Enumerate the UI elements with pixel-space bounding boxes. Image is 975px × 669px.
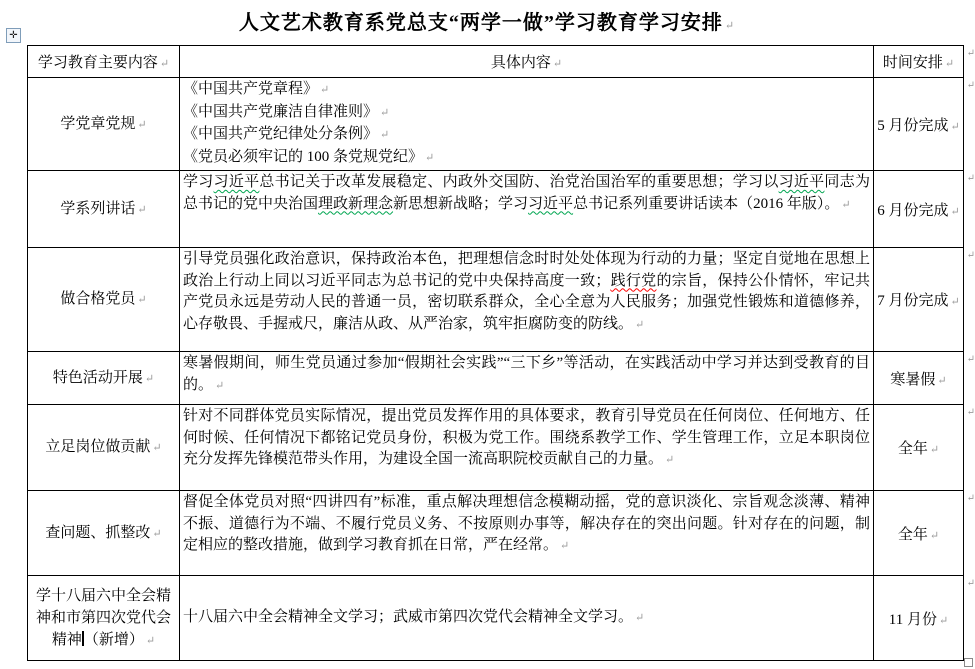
spellcheck-green-underline: 习近平 bbox=[213, 174, 260, 190]
paragraph-mark: ↵ bbox=[215, 379, 225, 392]
table-row bbox=[28, 491, 964, 576]
topic-label: 学十八届六中全会精神和市第四次党代会精神 bbox=[35, 587, 171, 648]
topic-label: 做合格党员 bbox=[60, 291, 136, 307]
time-label: 5 月份完成 bbox=[877, 117, 949, 134]
content-text: 针对不同群体党员实际情况，提出党员发挥作用的具体要求，教育引导党员在任何岗位、任何地方、任何时候、任何情况下都铭记党员身份，积极为党工作。围绕系教学工作、学生管理工作，立足本职岗位充分发挥先锋模范带头作用，为建设全国一流高职院校贡献自己的力量。 bbox=[183, 408, 870, 467]
time-cell[interactable] bbox=[874, 352, 975, 405]
move-cross-icon: ✛ bbox=[9, 29, 18, 41]
column-header-2[interactable] bbox=[874, 46, 975, 78]
paragraph-mark: ↵ bbox=[635, 611, 645, 624]
paragraph-mark: ↵ bbox=[950, 296, 960, 308]
content-paragraph bbox=[183, 79, 870, 102]
paragraph-mark: ↵ bbox=[552, 58, 563, 70]
time-label: 6 月份完成 bbox=[877, 202, 949, 219]
time-cell[interactable] bbox=[874, 491, 975, 576]
topic-cell[interactable] bbox=[28, 352, 180, 405]
content-text: 《党员必须牢记的 100 条党规党纪》 bbox=[183, 148, 424, 165]
paragraph-mark: ↵ bbox=[145, 634, 156, 647]
content-cell[interactable] bbox=[180, 171, 874, 248]
content-text: 督促全体党员对照“四讲四有”标准，重点解决理想信念模糊动摇，党的意识淡化、宗旨观念淡薄、精神不振、道德行为不端、不履行党员义务、不按原则办事等，解决存在的突出问题。针对存在的问题，制定相应的整改措施，做到学习教育抓在日常，严在经常。 bbox=[183, 494, 870, 553]
column-header-label: 学习教育主要内容 bbox=[37, 55, 158, 71]
paragraph-mark: ↵ bbox=[159, 58, 170, 70]
table-row bbox=[28, 248, 964, 352]
time-cell[interactable] bbox=[874, 576, 975, 661]
row-end-mark: ↵ bbox=[966, 493, 975, 504]
paragraph-mark: ↵ bbox=[929, 529, 940, 542]
table-row bbox=[28, 352, 964, 405]
content-cell[interactable] bbox=[180, 78, 874, 171]
column-header-label: 时间安排 bbox=[882, 55, 943, 71]
paragraph-mark: ↵ bbox=[841, 198, 851, 211]
spellcheck-green-underline: 习近平 bbox=[778, 174, 825, 190]
paragraph-mark: ↵ bbox=[950, 120, 960, 133]
content-text: 引导党员强化政治意识，保持政治本色，把理想信念时时处处体现为行动的力量；坚定自觉地在思想上政治上行动上同以习近平同志为总书记的党中央保持高度一致；践行党的宗旨，保持公仆情怀，牢记共产党员永远是劳动人民的普通一员，密切联系群众，全心全意为人民服务；加强党性锻炼和道德修养，心存敬畏、手握戒尺，廉洁从政、从严治家，筑牢拒腐防变的防线。 bbox=[183, 251, 870, 332]
column-header-1[interactable] bbox=[180, 46, 874, 78]
content-paragraph bbox=[183, 406, 870, 472]
row-end-mark: ↵ bbox=[966, 48, 975, 59]
time-cell[interactable] bbox=[874, 248, 975, 352]
topic-label-suffix: （新增） bbox=[83, 631, 144, 648]
paragraph-mark: ↵ bbox=[137, 118, 147, 131]
paragraph-mark: ↵ bbox=[724, 20, 735, 32]
content-cell[interactable] bbox=[180, 491, 874, 576]
table-row bbox=[28, 171, 964, 248]
paragraph-mark: ↵ bbox=[635, 318, 645, 331]
paragraph-mark: ↵ bbox=[380, 129, 390, 141]
spellcheck-green-underline: 理政新理念 bbox=[318, 195, 394, 212]
time-label: 7 月份完成 bbox=[877, 293, 949, 309]
content-text: 学习习近平总书记关于改革发展稳定、内政外交国防、治党治国治军的重要思想；学习以习近平同志为总书记的党中央治国理政新理念新思想新战略；学习习近平总书记系列重要讲话读本（2016 年版）。 bbox=[183, 174, 870, 212]
topic-cell[interactable] bbox=[28, 576, 180, 661]
topic-cell[interactable] bbox=[28, 171, 180, 248]
content-text: 十八届六中全会精神全文学习；武威市第四次党代会精神全文学习。 bbox=[183, 608, 634, 625]
time-label: 11 月份 bbox=[888, 611, 937, 628]
paragraph-mark: ↵ bbox=[665, 454, 675, 466]
topic-cell[interactable] bbox=[28, 78, 180, 171]
row-end-mark: ↵ bbox=[966, 250, 975, 261]
content-cell[interactable] bbox=[180, 576, 874, 661]
content-paragraph bbox=[183, 607, 870, 630]
table-resize-handle[interactable] bbox=[964, 658, 973, 667]
topic-label: 立足岗位做贡献 bbox=[45, 439, 151, 455]
row-end-mark: ↵ bbox=[966, 354, 975, 365]
paragraph-mark: ↵ bbox=[137, 203, 147, 216]
content-text: 寒暑假期间，师生党员通过参加“假期社会实践”“三下乡”等活动，在实践活动中学习并达到受教育的目的。 bbox=[183, 355, 870, 393]
table-row bbox=[28, 576, 964, 661]
paragraph-mark: ↵ bbox=[320, 84, 330, 96]
paragraph-mark: ↵ bbox=[560, 540, 570, 552]
paragraph-mark: ↵ bbox=[950, 205, 960, 218]
paragraph-mark: ↵ bbox=[929, 444, 940, 456]
content-cell[interactable] bbox=[180, 405, 874, 491]
document-title bbox=[0, 6, 973, 35]
time-label: 全年 bbox=[897, 526, 928, 543]
paragraph-mark: ↵ bbox=[152, 527, 162, 540]
paragraph-mark: ↵ bbox=[152, 442, 162, 454]
content-paragraph bbox=[183, 124, 870, 147]
table-row bbox=[28, 78, 964, 171]
content-paragraph bbox=[183, 147, 870, 170]
topic-label: 学党章党规 bbox=[60, 115, 136, 132]
column-header-0[interactable] bbox=[28, 46, 180, 78]
paragraph-mark: ↵ bbox=[144, 372, 155, 385]
topic-cell[interactable] bbox=[28, 248, 180, 352]
schedule-table bbox=[27, 45, 975, 661]
content-paragraph bbox=[183, 249, 870, 336]
row-end-mark: ↵ bbox=[966, 80, 975, 91]
paragraph-mark: ↵ bbox=[937, 374, 947, 387]
time-cell[interactable] bbox=[874, 78, 975, 171]
paragraph-mark: ↵ bbox=[380, 106, 390, 119]
time-cell[interactable] bbox=[874, 405, 975, 491]
topic-label: 特色活动开展 bbox=[52, 369, 143, 386]
row-end-mark: ↵ bbox=[966, 578, 975, 589]
paragraph-mark: ↵ bbox=[425, 151, 435, 164]
content-paragraph bbox=[183, 172, 870, 216]
row-end-mark: ↵ bbox=[966, 407, 975, 418]
content-paragraph bbox=[183, 102, 870, 125]
column-header-label: 具体内容 bbox=[490, 55, 551, 71]
table-header-row bbox=[28, 46, 964, 78]
content-paragraph bbox=[183, 353, 870, 397]
row-end-mark: ↵ bbox=[966, 173, 975, 184]
content-cell[interactable] bbox=[180, 352, 874, 405]
time-cell[interactable] bbox=[874, 171, 975, 248]
content-text: 《中国共产党廉洁自律准则》 bbox=[183, 103, 379, 120]
topic-label: 学系列讲话 bbox=[60, 200, 136, 217]
paragraph-mark: ↵ bbox=[944, 58, 955, 70]
content-text: 《中国共产党章程》 bbox=[183, 81, 319, 97]
topic-cell[interactable] bbox=[28, 405, 180, 491]
topic-label: 查问题、抓整改 bbox=[45, 524, 151, 541]
table-row bbox=[28, 405, 964, 491]
topic-cell[interactable] bbox=[28, 491, 180, 576]
paragraph-mark: ↵ bbox=[137, 294, 147, 306]
content-text: 《中国共产党纪律处分条例》 bbox=[183, 126, 379, 142]
spellcheck-green-underline: 习近平 bbox=[528, 195, 574, 212]
spellcheck-red-underline: 践行党 bbox=[610, 272, 657, 289]
content-paragraph bbox=[183, 492, 870, 558]
document-title-text: 人文艺术教育系党总支“两学一做”学习教育学习安排 bbox=[238, 12, 723, 34]
paragraph-mark: ↵ bbox=[938, 614, 949, 627]
time-label: 寒暑假 bbox=[890, 371, 936, 388]
content-cell[interactable] bbox=[180, 248, 874, 352]
time-label: 全年 bbox=[897, 441, 928, 457]
